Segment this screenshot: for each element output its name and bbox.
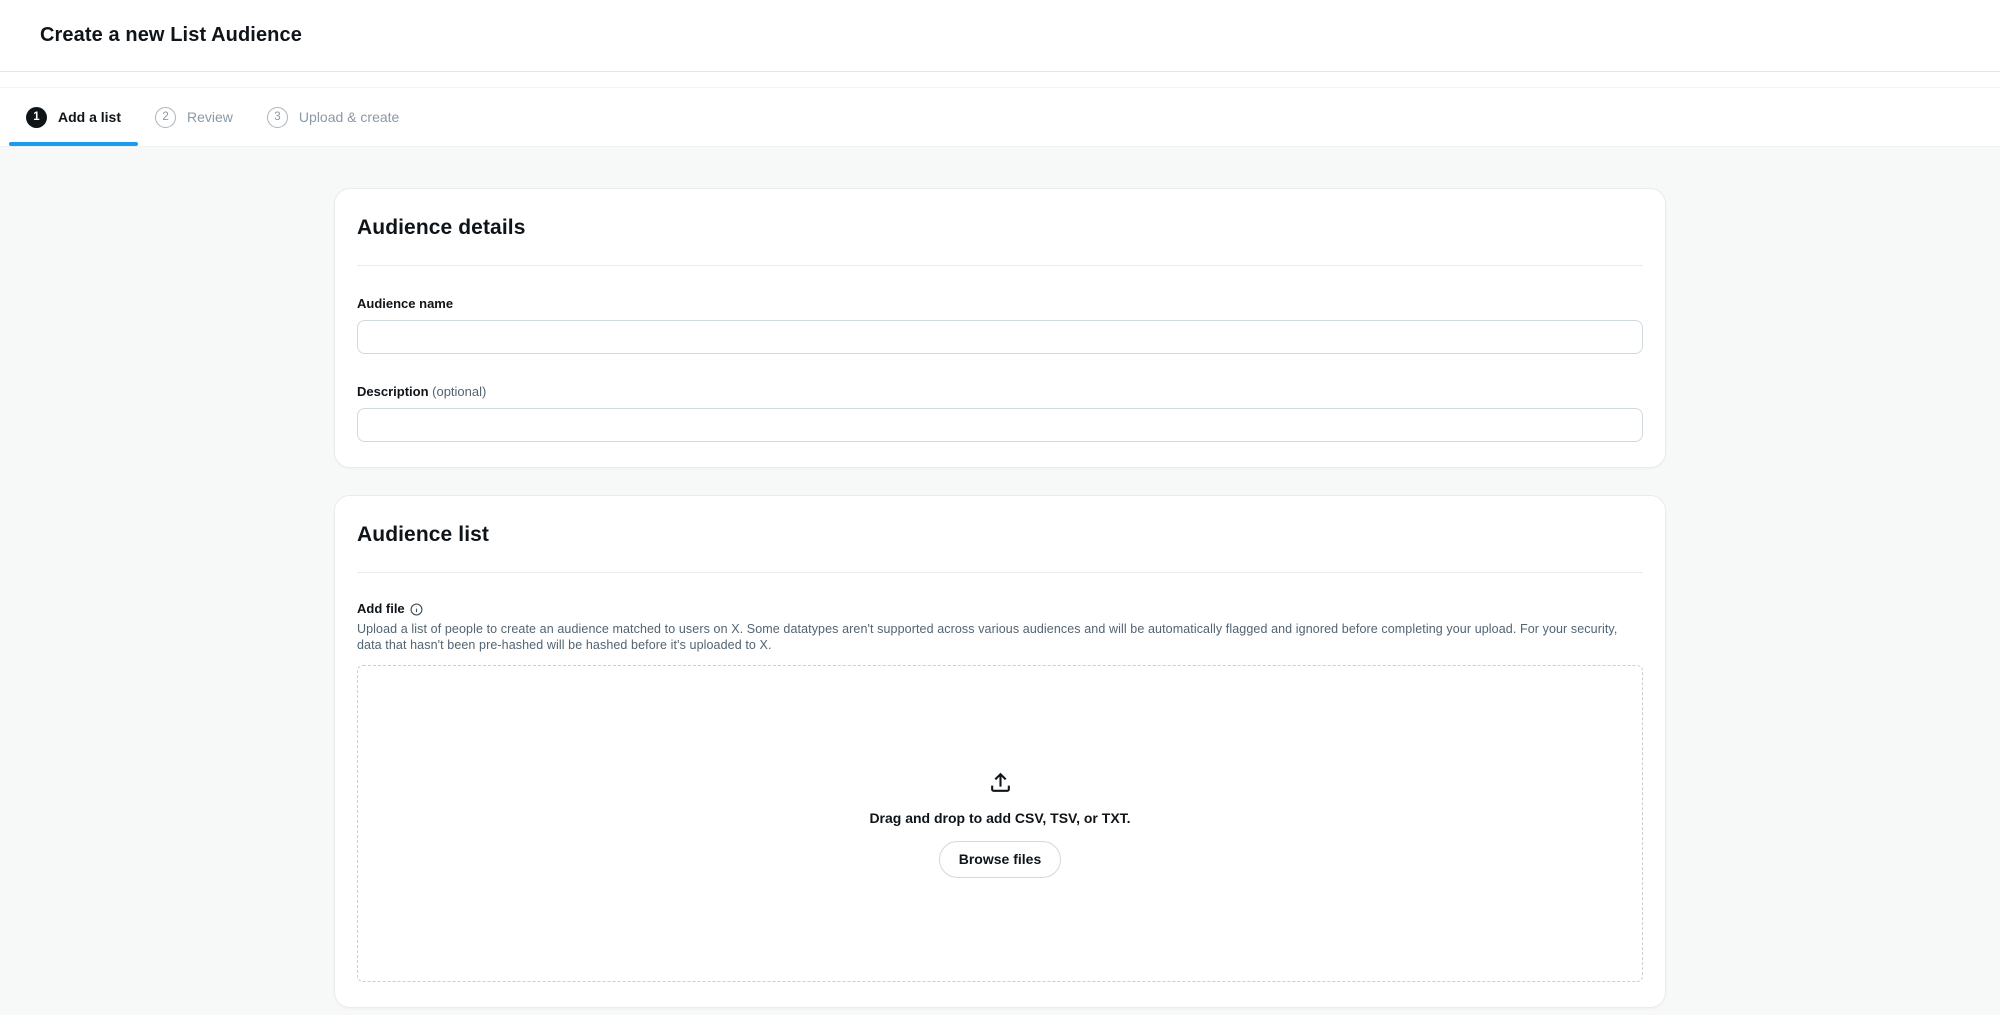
card-divider [357, 265, 1643, 266]
file-dropzone[interactable] [357, 665, 1643, 982]
audience-name-input[interactable] [357, 320, 1643, 354]
card-divider [357, 572, 1643, 573]
content-container [334, 188, 1666, 1008]
step-1-indicator: 1 [26, 107, 47, 128]
stepper-tabs [9, 88, 416, 146]
tab-add-a-list[interactable] [9, 88, 138, 146]
add-file-label: Add file [357, 601, 405, 616]
description-label [357, 384, 1643, 399]
tab-upload-and-create[interactable] [250, 88, 416, 146]
step-2-indicator: 2 [155, 107, 176, 128]
tab-review-label: Review [187, 109, 233, 125]
upload-arrow-tray-icon [988, 770, 1013, 800]
stepper-tab-bar [0, 72, 2000, 147]
tab-add-a-list-label: Add a list [58, 109, 122, 125]
tab-upload-and-create-label: Upload & create [298, 109, 400, 125]
audience-name-label: Audience name [357, 296, 454, 311]
audience-details-card [334, 188, 1666, 468]
main-content [0, 147, 2000, 1008]
dropzone-instruction: Drag and drop to add CSV, TSV, or TXT. [869, 809, 1131, 826]
description-optional-note: (optional) [432, 384, 487, 399]
audience-details-heading: Audience details [357, 216, 526, 239]
step-3-indicator: 3 [267, 107, 288, 128]
add-file-row [357, 601, 1643, 616]
description-input[interactable] [357, 408, 1643, 442]
audience-list-card [334, 495, 1666, 1008]
description-label-text: Description [357, 384, 429, 399]
info-circle-icon[interactable] [410, 603, 423, 616]
tab-review[interactable] [138, 88, 250, 146]
add-file-help-text: Upload a list of people to create an audience matched to users on X. Some datatypes aren't supported across various audiences and will be automatically flagged and ignored before completing your upload. For your security, data that hasn't been pre-hashed will be hashed before it's uploaded to X. [357, 622, 1618, 652]
audience-list-heading: Audience list [357, 523, 489, 546]
page-header [0, 0, 2000, 72]
page-title: Create a new List Audience [40, 24, 302, 46]
browse-files-button[interactable]: Browse files [939, 841, 1061, 878]
